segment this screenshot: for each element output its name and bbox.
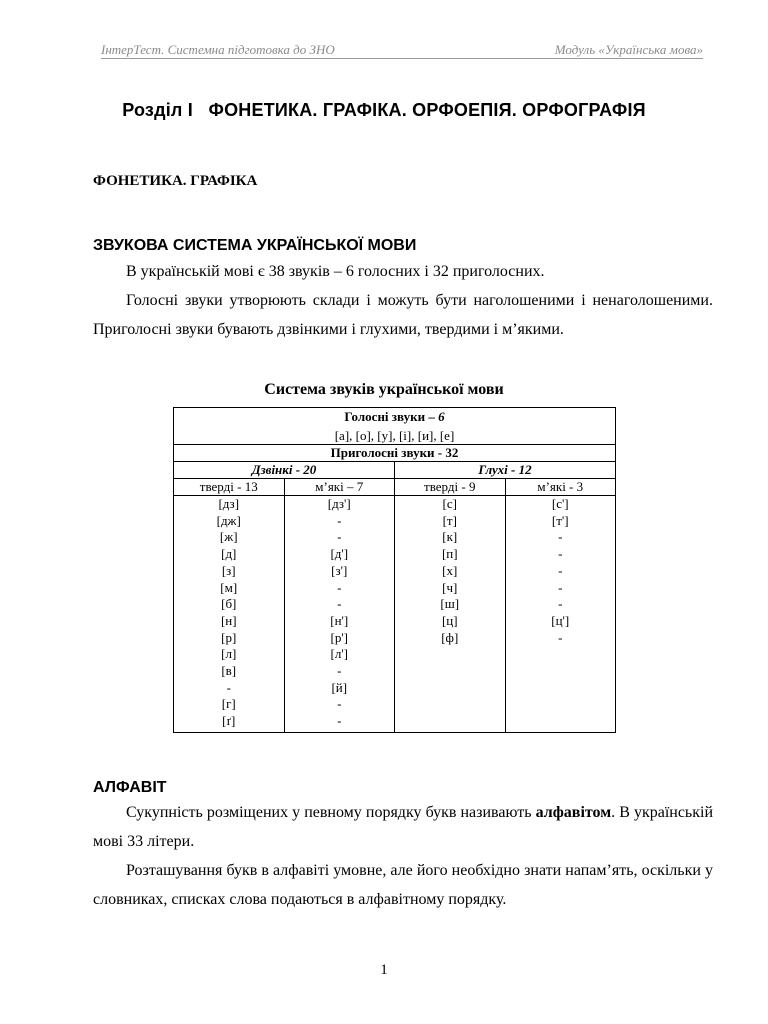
- voiceless-title: Глухі - 12: [395, 462, 616, 479]
- sound-cell: -: [337, 512, 342, 528]
- sound-cell: [н']: [330, 612, 349, 628]
- sound-cell: [с]: [442, 496, 457, 511]
- sound-system-table: [173, 407, 616, 733]
- sound-cell: [ф]: [441, 629, 459, 645]
- sound-cell: [ц]: [441, 612, 458, 628]
- vowels-title-prefix: Голосні звуки –: [344, 409, 439, 424]
- sound-cell: [ч]: [442, 579, 458, 595]
- sound-cell: [з]: [221, 562, 236, 578]
- vowels-list: [а], [о], [у], [і], [и], [е]: [334, 428, 455, 443]
- sound-cell: -: [558, 629, 563, 645]
- column-voiced-soft: [284, 496, 395, 733]
- sound-cell: [дж]: [216, 512, 241, 528]
- sound-cell: [в]: [221, 663, 237, 679]
- sound-cell: [к]: [442, 529, 458, 545]
- sound-cell: -: [558, 579, 563, 595]
- sound-cell: -: [337, 696, 342, 712]
- subheader-voiced-hard: тверді - 13: [174, 479, 285, 496]
- sound-cell: -: [558, 546, 563, 562]
- sound-cell: [дз]: [218, 496, 240, 511]
- page-number: 1: [380, 962, 388, 978]
- sound-cell: [ґ]: [222, 713, 236, 729]
- sound-cell: [д']: [330, 546, 349, 562]
- sound-system-heading: ЗВУКОВА СИСТЕМА УКРАЇНСЬКОЇ МОВИ: [93, 237, 417, 254]
- sound-cell: -: [558, 529, 563, 545]
- vowels-row: [174, 408, 616, 445]
- voiced-title: Дзвінкі - 20: [174, 462, 395, 479]
- sound-cell: [т]: [442, 512, 457, 528]
- sound-cell: [р]: [221, 629, 237, 645]
- sound-cell: [ц']: [551, 612, 570, 628]
- sound-cell: [дз']: [327, 496, 351, 511]
- sound-cell: [й]: [331, 679, 348, 695]
- subheaders-row: [174, 479, 616, 496]
- sound-cell: [ж]: [219, 529, 238, 545]
- voicing-row: [174, 462, 616, 479]
- consonants-row: [174, 445, 616, 462]
- sound-cell: [з']: [331, 562, 348, 578]
- sound-cell: [х]: [442, 562, 458, 578]
- sound-cell: -: [337, 663, 342, 679]
- sound-cell: -: [558, 596, 563, 612]
- section-title: Розділ I ФОНЕТИКА. ГРАФІКА. ОРФОЕПІЯ. ОРФОГРАФІЯ: [122, 100, 646, 120]
- running-header: [101, 42, 703, 59]
- sound-system-paragraph-1: В українській мові є 38 звуків – 6 голосних і 32 приголосних.: [126, 263, 545, 280]
- alphabet-paragraph-1-start: Сукупність розміщених у певному порядку букв називають: [126, 804, 536, 821]
- sound-cell: -: [337, 529, 342, 545]
- sound-cell: [р']: [330, 629, 348, 645]
- vowels-title: [174, 408, 615, 426]
- sound-cell: [б]: [221, 596, 237, 612]
- sound-cell: [д]: [221, 546, 237, 562]
- sound-cell: -: [226, 679, 231, 695]
- sound-cell: [т']: [551, 512, 569, 528]
- header-left-text: ІнтерТест. Системна підготовка до ЗНО: [101, 42, 335, 57]
- subheader-voiceless-soft: м’які - 3: [505, 479, 616, 496]
- column-voiceless-soft: [505, 496, 616, 733]
- subtitle: ФОНЕТИКА. ГРАФІКА: [93, 173, 258, 189]
- sound-cell: -: [337, 713, 342, 729]
- consonants-title: Приголосні звуки - 32: [174, 445, 616, 462]
- sound-cell: [л']: [330, 646, 348, 662]
- sound-cell: [л]: [221, 646, 237, 662]
- alphabet-paragraph-2: Розташування букв в алфавіті умовне, але його необхідно знати напам’ять, оскільки у словниках, списках слова подаються в алфавітному порядку.: [93, 862, 713, 908]
- sound-cell: [с']: [551, 496, 569, 511]
- subheader-voiceless-hard: тверді - 9: [395, 479, 506, 496]
- vowels-cell: [174, 408, 616, 445]
- alphabet-paragraph-1: [93, 798, 713, 856]
- header-right-text: Модуль «Українська мова»: [554, 42, 703, 57]
- sound-cell: [н]: [220, 612, 237, 628]
- sounds-body-row: [174, 496, 616, 733]
- sound-cell: [п]: [441, 546, 458, 562]
- alphabet-paragraph-1-end: . В українській мові 33 літери.: [93, 804, 714, 850]
- sound-cell: -: [337, 596, 342, 612]
- sound-cell: [м]: [220, 579, 238, 595]
- vowels-count: 6: [438, 409, 445, 424]
- alphabet-term: алфавітом: [535, 804, 612, 821]
- sound-system-paragraph-2: Голосні звуки утворюють склади і можуть бути наголошеними і ненаголошеними. Приголосні звуки бувають дзвінкими і глухими, твердими і м’якими.: [93, 292, 713, 338]
- column-voiced-hard: [174, 496, 285, 733]
- alphabet-heading: АЛФАВІТ: [93, 779, 167, 796]
- table-title: Система звуків української мови: [264, 381, 504, 398]
- sound-cell: [г]: [221, 696, 236, 712]
- sound-cell: [ш]: [440, 596, 460, 612]
- sound-cell: -: [337, 579, 342, 595]
- subheader-voiced-soft: м’які – 7: [284, 479, 395, 496]
- sound-cell: -: [558, 562, 563, 578]
- column-voiceless-hard: [395, 496, 506, 733]
